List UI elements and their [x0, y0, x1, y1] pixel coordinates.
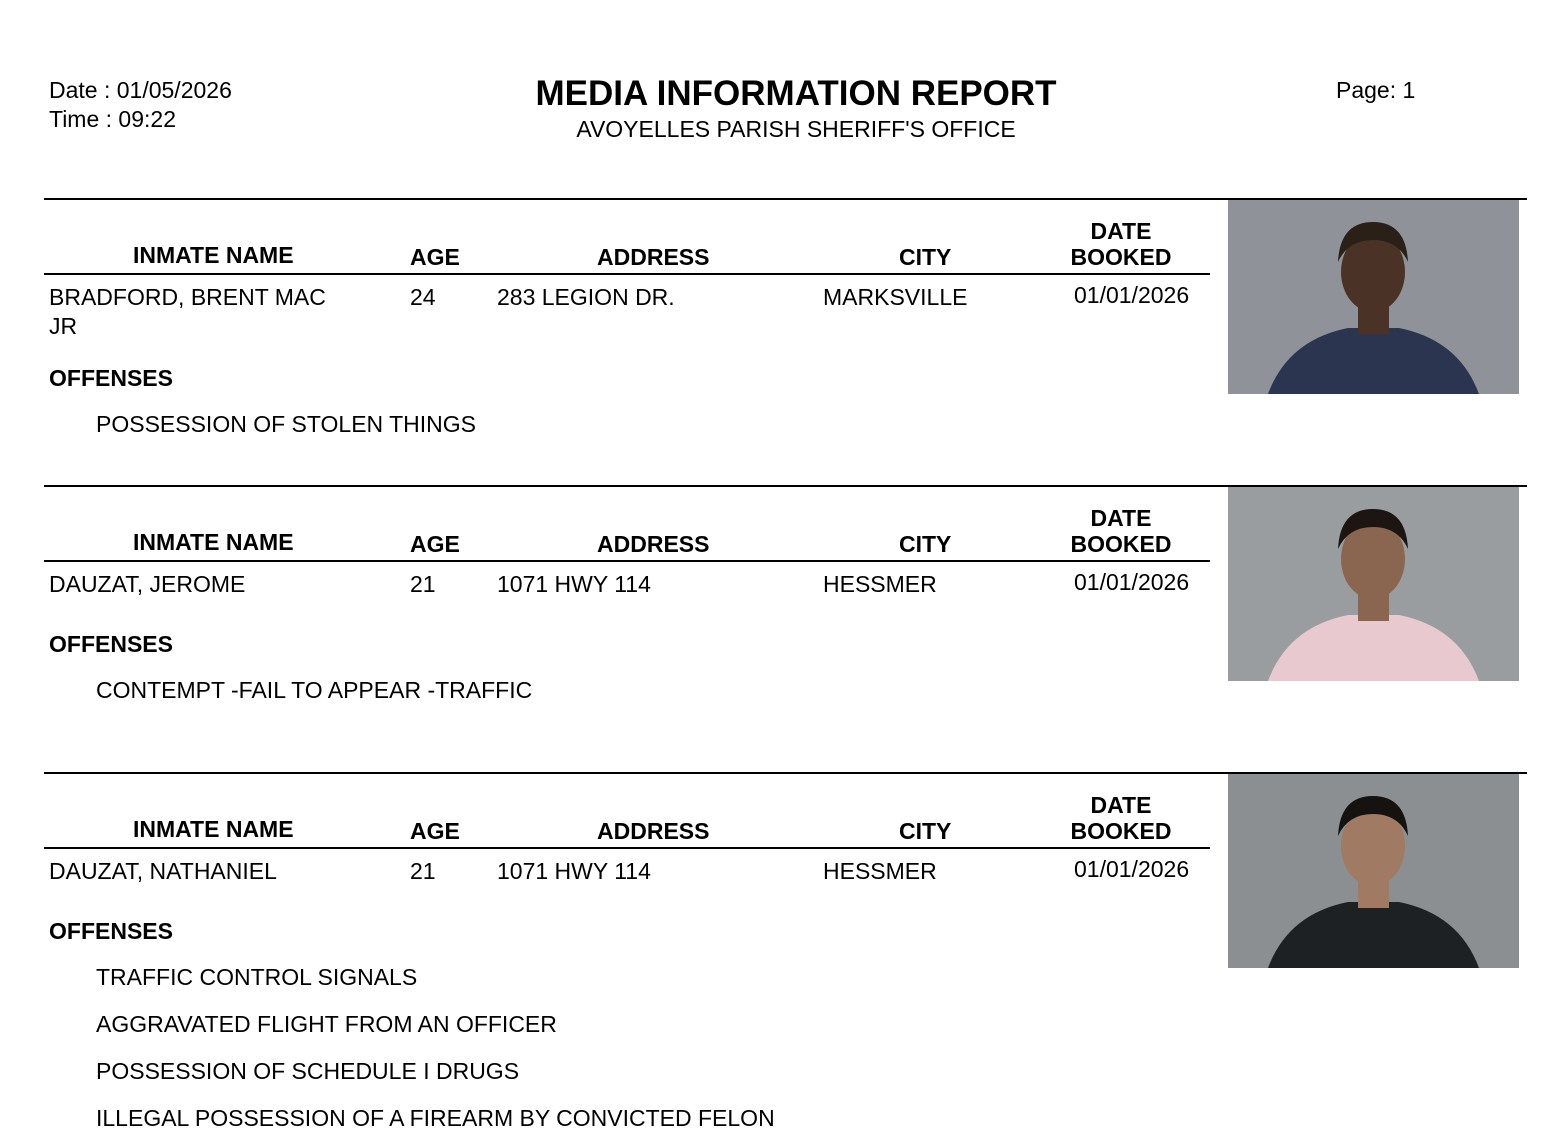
inmate-address: 283 LEGION DR.	[497, 284, 675, 310]
inmate-record	[0, 198, 1562, 488]
col-header-date-booked	[1070, 218, 1172, 270]
inmate-name	[49, 283, 326, 341]
inmate-city: HESSMER	[823, 858, 937, 884]
inmate-name-line1: DAUZAT, NATHANIEL	[49, 858, 277, 884]
inmate-address: 1071 HWY 114	[497, 858, 651, 884]
offense-item: ILLEGAL POSSESSION OF A FIREARM BY CONVICTED FELON	[96, 1105, 775, 1131]
offenses-label: OFFENSES	[49, 365, 173, 391]
col-header-age: AGE	[410, 244, 460, 270]
report-date: Date : 01/05/2026	[49, 77, 232, 103]
col-header-date-booked	[1070, 505, 1172, 557]
inmate-record	[0, 485, 1562, 775]
col-header-address: ADDRESS	[597, 244, 710, 270]
offense-item: AGGRAVATED FLIGHT FROM AN OFFICER	[96, 1011, 557, 1037]
col-header-date: DATE	[1090, 218, 1152, 244]
col-header-date: DATE	[1090, 792, 1152, 818]
inmate-date-booked: 01/01/2026	[1074, 856, 1190, 882]
col-header-age: AGE	[410, 531, 460, 557]
col-header-name: INMATE NAME	[133, 529, 294, 555]
inmate-date-booked: 01/01/2026	[1074, 569, 1190, 595]
offense-item: CONTEMPT -FAIL TO APPEAR -TRAFFIC	[96, 677, 533, 703]
inmate-photo	[1228, 487, 1519, 681]
col-header-age: AGE	[410, 818, 460, 844]
offenses-label: OFFENSES	[49, 918, 173, 944]
inmate-name-line1: BRADFORD, BRENT MAC	[49, 284, 326, 310]
col-header-city: CITY	[899, 531, 952, 557]
col-header-address: ADDRESS	[597, 531, 710, 557]
inmate-name-line2: JR	[49, 313, 78, 339]
header-underline	[44, 560, 1210, 562]
report-title-block	[0, 74, 1562, 144]
col-header-date: DATE	[1090, 505, 1152, 531]
page-number: Page: 1	[1336, 77, 1416, 103]
col-header-date-booked	[1070, 792, 1172, 844]
inmate-name-line1: DAUZAT, JEROME	[49, 571, 246, 597]
offenses-label: OFFENSES	[49, 631, 173, 657]
col-header-booked: BOOKED	[1070, 818, 1172, 844]
inmate-age: 21	[410, 858, 436, 884]
col-header-name: INMATE NAME	[133, 816, 294, 842]
offense-item: POSSESSION OF STOLEN THINGS	[96, 411, 477, 437]
inmate-name	[49, 570, 245, 599]
offense-item: POSSESSION OF SCHEDULE I DRUGS	[96, 1058, 520, 1084]
report-title: MEDIA INFORMATION REPORT	[535, 74, 1057, 113]
offense-item: TRAFFIC CONTROL SIGNALS	[96, 964, 418, 990]
col-header-booked: BOOKED	[1070, 531, 1172, 557]
col-header-booked: BOOKED	[1070, 244, 1172, 270]
inmate-age: 21	[410, 571, 436, 597]
inmate-photo	[1228, 774, 1519, 968]
col-header-name: INMATE NAME	[133, 242, 294, 268]
col-header-city: CITY	[899, 818, 952, 844]
inmate-date-booked: 01/01/2026	[1074, 282, 1190, 308]
header-underline	[44, 273, 1210, 275]
inmate-photo	[1228, 200, 1519, 394]
report-time: Time : 09:22	[49, 106, 176, 132]
inmate-city: HESSMER	[823, 571, 937, 597]
col-header-city: CITY	[899, 244, 952, 270]
inmate-age: 24	[410, 284, 436, 310]
inmate-address: 1071 HWY 114	[497, 571, 651, 597]
inmate-name	[49, 857, 277, 886]
inmate-city: MARKSVILLE	[823, 284, 968, 310]
inmate-record	[0, 772, 1562, 1131]
report-subtitle: AVOYELLES PARISH SHERIFF'S OFFICE	[576, 116, 1016, 142]
header-underline	[44, 847, 1210, 849]
col-header-address: ADDRESS	[597, 818, 710, 844]
